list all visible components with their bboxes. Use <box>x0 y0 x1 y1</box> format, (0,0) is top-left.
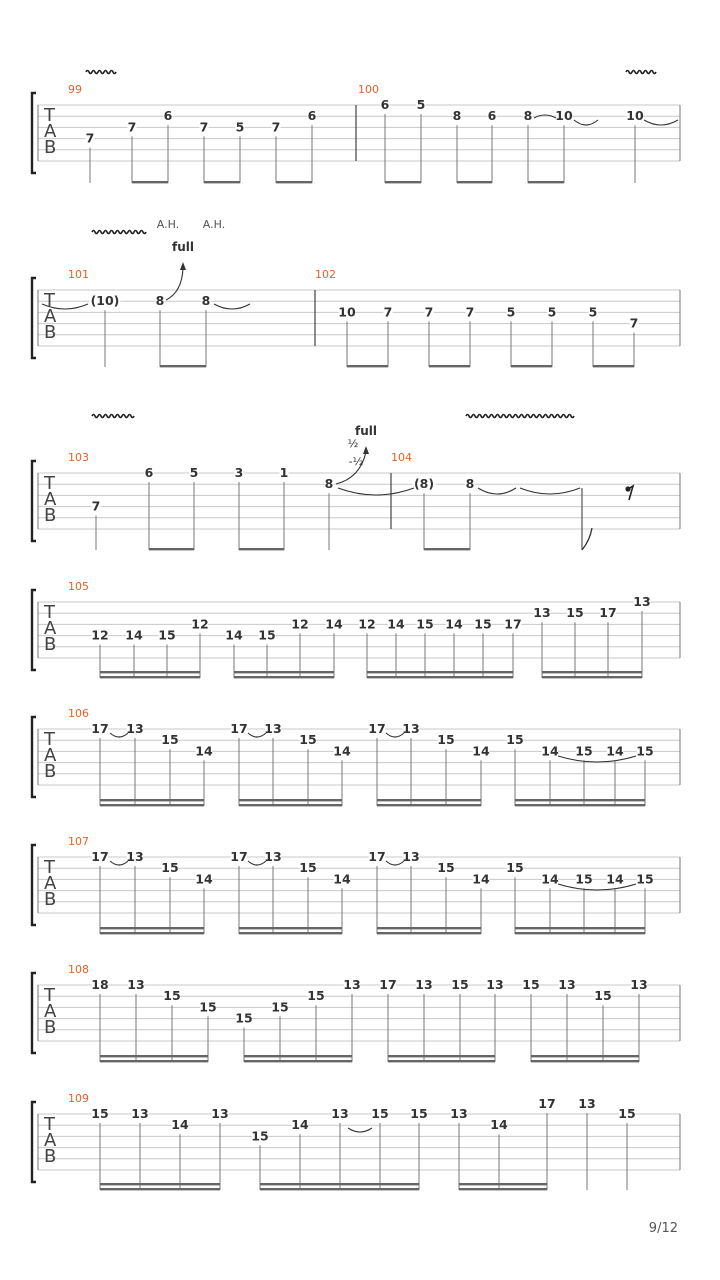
bend-label: full <box>355 424 377 438</box>
beam <box>100 1055 208 1057</box>
beam <box>385 181 421 183</box>
fret-number: 5 <box>547 304 557 320</box>
fret-number: 7 <box>465 304 475 320</box>
tie-slur <box>386 733 404 737</box>
tab-clef-letter: A <box>44 121 57 142</box>
measure-number: 104 <box>391 451 412 464</box>
fret-number: 10 <box>338 304 356 320</box>
tab-clef-letter: T <box>44 290 55 311</box>
fret-number: 14 <box>472 871 490 887</box>
fret-number: 13 <box>331 1106 349 1121</box>
beam <box>244 1055 352 1057</box>
measure-number: 103 <box>68 451 89 464</box>
fret-number: 17 <box>538 1096 556 1111</box>
tab-clef-letter: B <box>44 505 57 526</box>
measure-number: 108 <box>68 963 89 976</box>
fret-number: 15 <box>161 860 179 876</box>
beam <box>377 927 481 929</box>
beam <box>149 548 194 550</box>
beam <box>377 799 481 801</box>
fret-number: 8 <box>523 108 533 124</box>
tab-clef-letter: T <box>44 729 55 750</box>
fret-number: 15 <box>299 732 317 748</box>
beam <box>100 676 200 678</box>
fret-number: 3 <box>234 465 244 480</box>
tab-clef-letter: T <box>44 602 55 623</box>
fret-number: 5 <box>235 119 245 135</box>
measure-number: 100 <box>358 83 379 96</box>
fret-number: 14 <box>387 616 405 632</box>
fret-number: 13 <box>402 849 420 864</box>
fret-number: 14 <box>606 871 624 887</box>
fret-number: 7 <box>383 304 393 320</box>
fret-number: 15 <box>506 732 524 748</box>
fret-number: 17 <box>91 721 109 736</box>
tab-clef-letter: B <box>44 761 57 782</box>
beam <box>100 927 204 929</box>
fret-number: 7 <box>629 315 639 331</box>
bend-arrowhead <box>363 446 369 454</box>
fret-number: 15 <box>451 977 469 992</box>
fret-number: 7 <box>271 119 281 135</box>
artificial-harmonic-label: A.H. <box>202 218 226 231</box>
fret-number: 8 <box>452 108 462 124</box>
fret-number: 13 <box>126 849 144 864</box>
tie-slur <box>348 1128 372 1132</box>
measure-number: 102 <box>315 268 336 281</box>
beam <box>377 804 481 806</box>
beam <box>100 671 200 673</box>
fret-number: 14 <box>225 627 243 643</box>
beam <box>160 365 206 367</box>
measure-number: 106 <box>68 707 89 720</box>
beam <box>459 1188 547 1190</box>
fret-number: 13 <box>558 977 576 992</box>
fret-number: 8 <box>155 293 165 309</box>
fret-number: 15 <box>199 999 217 1015</box>
beam <box>542 671 642 673</box>
fret-number: 14 <box>490 1117 508 1133</box>
fret-number: 15 <box>371 1106 389 1121</box>
fret-number: 17 <box>599 605 617 621</box>
fret-number: 8 <box>201 293 211 309</box>
fret-number: 13 <box>450 1106 468 1121</box>
fret-number: 6 <box>487 108 497 124</box>
fret-number: 14 <box>472 743 490 759</box>
tab-clef-letter: A <box>44 306 57 327</box>
vibrato-mark <box>626 71 656 74</box>
beam <box>531 1060 639 1062</box>
tab-clef-letter: B <box>44 137 57 158</box>
fret-number: 1 <box>279 465 289 480</box>
fret-number: 15 <box>91 1106 109 1121</box>
beam <box>239 804 342 806</box>
beam <box>367 676 513 678</box>
beam <box>377 932 481 934</box>
staff-bracket <box>32 590 36 670</box>
fret-number: 13 <box>630 977 648 992</box>
beam <box>132 181 168 183</box>
fret-number: 15 <box>416 616 434 632</box>
fret-number: 15 <box>566 605 584 621</box>
beam <box>100 1060 208 1062</box>
beam <box>244 1060 352 1062</box>
fret-number: (10) <box>90 293 120 309</box>
fret-number: 12 <box>358 616 376 632</box>
fret-number: 13 <box>343 977 361 992</box>
tab-clef-letter: T <box>44 985 55 1006</box>
measure-number: 99 <box>68 83 82 96</box>
beam <box>457 181 492 183</box>
fret-number: 10 <box>626 108 644 124</box>
tab-clef-letter: T <box>44 857 55 878</box>
beam <box>459 1183 547 1185</box>
fret-number: 15 <box>636 871 654 887</box>
tab-clef-letter: A <box>44 1130 57 1151</box>
beam <box>531 1055 639 1057</box>
vibrato-mark <box>92 415 134 418</box>
fret-number: 14 <box>195 743 213 759</box>
tie-slur <box>110 733 128 737</box>
measure-number: 109 <box>68 1092 89 1105</box>
vibrato-mark <box>92 231 146 234</box>
fret-number: 13 <box>486 977 504 992</box>
fret-number: 15 <box>594 988 612 1004</box>
fret-number: 15 <box>161 732 179 748</box>
beam <box>234 676 334 678</box>
beam <box>100 804 204 806</box>
beam <box>239 927 342 929</box>
fret-number: 14 <box>125 627 143 643</box>
tie-slur <box>478 488 516 494</box>
fret-number: 15 <box>299 860 317 876</box>
fret-number: 14 <box>541 743 559 759</box>
fret-number: 15 <box>163 988 181 1004</box>
fret-number: 15 <box>158 627 176 643</box>
beam <box>515 927 645 929</box>
beam <box>204 181 240 183</box>
fret-number: 12 <box>291 616 309 632</box>
tab-clef-letter: T <box>44 1114 55 1135</box>
staff-bracket <box>32 93 36 173</box>
fret-number: 14 <box>541 871 559 887</box>
beam <box>511 365 552 367</box>
fret-number: 5 <box>588 304 598 320</box>
beam <box>528 181 564 183</box>
beam <box>260 1188 419 1190</box>
beam <box>239 799 342 801</box>
tie-slur <box>386 861 404 865</box>
beam <box>100 1188 220 1190</box>
bend-label: ½ <box>347 437 359 450</box>
fret-number: 5 <box>189 465 199 480</box>
tie-slur <box>248 861 266 865</box>
tab-clef-letter: A <box>44 1001 57 1022</box>
fret-number: 15 <box>437 732 455 748</box>
beam <box>424 548 470 550</box>
beam <box>239 548 284 550</box>
fret-number: 12 <box>91 627 109 643</box>
bend-label: -½ <box>348 455 364 468</box>
note-flag <box>582 528 592 550</box>
fret-number: 10 <box>555 108 573 124</box>
fret-number: 13 <box>127 977 145 992</box>
tab-clef-letter: A <box>44 873 57 894</box>
fret-number: 15 <box>271 999 289 1015</box>
page-number: 9/12 <box>648 1221 678 1236</box>
fret-number: 13 <box>578 1096 596 1111</box>
fret-number: 7 <box>85 130 95 146</box>
beam <box>234 671 334 673</box>
staff-bracket <box>32 717 36 797</box>
fret-number: 15 <box>636 743 654 759</box>
fret-number: 17 <box>91 849 109 864</box>
staff-bracket <box>32 845 36 925</box>
fret-number: 6 <box>307 108 317 124</box>
fret-number: 17 <box>230 721 248 736</box>
beam <box>100 932 204 934</box>
staff-bracket <box>32 278 36 358</box>
measure-number: 101 <box>68 268 89 281</box>
fret-number: 13 <box>533 605 551 621</box>
fret-number: 7 <box>424 304 434 320</box>
measure-number: 105 <box>68 580 89 593</box>
beam <box>347 365 388 367</box>
fret-number: 15 <box>437 860 455 876</box>
fret-number: 15 <box>258 627 276 643</box>
fret-number: 14 <box>171 1117 189 1133</box>
tab-clef-letter: A <box>44 489 57 510</box>
eighth-rest <box>628 486 633 500</box>
fret-number: 15 <box>307 988 325 1004</box>
beam <box>100 1183 220 1185</box>
vibrato-mark <box>86 71 116 74</box>
fret-number: 15 <box>618 1106 636 1121</box>
staff-bracket <box>32 1102 36 1182</box>
beam <box>542 676 642 678</box>
bend-arrow <box>166 268 183 300</box>
tie-slur <box>248 733 266 737</box>
fret-number: 15 <box>410 1106 428 1121</box>
fret-number: 15 <box>506 860 524 876</box>
tab-clef-letter: A <box>44 618 57 639</box>
staff-bracket <box>32 461 36 541</box>
fret-number: 18 <box>91 977 109 992</box>
tie-slur <box>644 120 678 125</box>
fret-number: 15 <box>575 871 593 887</box>
tab-clef-letter: A <box>44 745 57 766</box>
vibrato-mark <box>466 415 574 418</box>
beam <box>593 365 634 367</box>
fret-number: 17 <box>230 849 248 864</box>
beam <box>388 1055 495 1057</box>
tie-slur <box>110 861 128 865</box>
fret-number: 14 <box>333 871 351 887</box>
tab-clef-letter: B <box>44 889 57 910</box>
fret-number: 13 <box>415 977 433 992</box>
fret-number: 13 <box>264 721 282 736</box>
fret-number: 8 <box>324 476 334 492</box>
tab-clef-letter: B <box>44 634 57 655</box>
beam <box>515 799 645 801</box>
beam <box>515 932 645 934</box>
bend-label: full <box>172 240 194 254</box>
beam <box>388 1060 495 1062</box>
tie-slur <box>520 488 580 494</box>
fret-number: 8 <box>465 476 475 492</box>
fret-number: 7 <box>127 119 137 135</box>
tie-slur <box>214 304 250 309</box>
fret-number: 5 <box>506 304 516 320</box>
fret-number: 7 <box>91 498 101 514</box>
fret-number: 14 <box>606 743 624 759</box>
beam <box>100 799 204 801</box>
measure-number: 107 <box>68 835 89 848</box>
tab-clef-letter: B <box>44 322 57 343</box>
tab-clef-letter: T <box>44 105 55 126</box>
fret-number: 13 <box>211 1106 229 1121</box>
fret-number: 14 <box>291 1117 309 1133</box>
fret-number: 13 <box>633 594 651 609</box>
fret-number: 15 <box>575 743 593 759</box>
fret-number: 17 <box>368 721 386 736</box>
fret-number: 14 <box>195 871 213 887</box>
fret-number: (8) <box>413 476 435 492</box>
beam <box>367 671 513 673</box>
fret-number: 6 <box>144 465 154 480</box>
fret-number: 14 <box>333 743 351 759</box>
beam <box>239 932 342 934</box>
bend-arrowhead <box>180 262 186 270</box>
staff-bracket <box>32 973 36 1053</box>
tie-slur <box>558 884 636 890</box>
beam <box>260 1183 419 1185</box>
fret-number: 5 <box>416 97 426 112</box>
fret-number: 14 <box>445 616 463 632</box>
fret-number: 12 <box>191 616 209 632</box>
fret-number: 13 <box>402 721 420 736</box>
tab-clef-letter: T <box>44 473 55 494</box>
fret-number: 6 <box>380 97 390 112</box>
fret-number: 17 <box>504 616 522 632</box>
fret-number: 13 <box>131 1106 149 1121</box>
fret-number: 15 <box>251 1128 269 1144</box>
tab-clef-letter: B <box>44 1017 57 1038</box>
artificial-harmonic-label: A.H. <box>156 218 180 231</box>
fret-number: 15 <box>522 977 540 992</box>
fret-number: 17 <box>368 849 386 864</box>
beam <box>276 181 312 183</box>
beam <box>429 365 470 367</box>
fret-number: 13 <box>126 721 144 736</box>
fret-number: 6 <box>163 108 173 124</box>
fret-number: 13 <box>264 849 282 864</box>
fret-number: 7 <box>199 119 209 135</box>
fret-number: 15 <box>235 1010 253 1026</box>
tab-clef-letter: B <box>44 1146 57 1167</box>
tie-slur <box>338 488 414 495</box>
fret-number: 15 <box>474 616 492 632</box>
fret-number: 14 <box>325 616 343 632</box>
beam <box>515 804 645 806</box>
tie-slur <box>558 756 636 762</box>
fret-number: 17 <box>379 977 397 992</box>
tie-slur <box>574 120 598 125</box>
